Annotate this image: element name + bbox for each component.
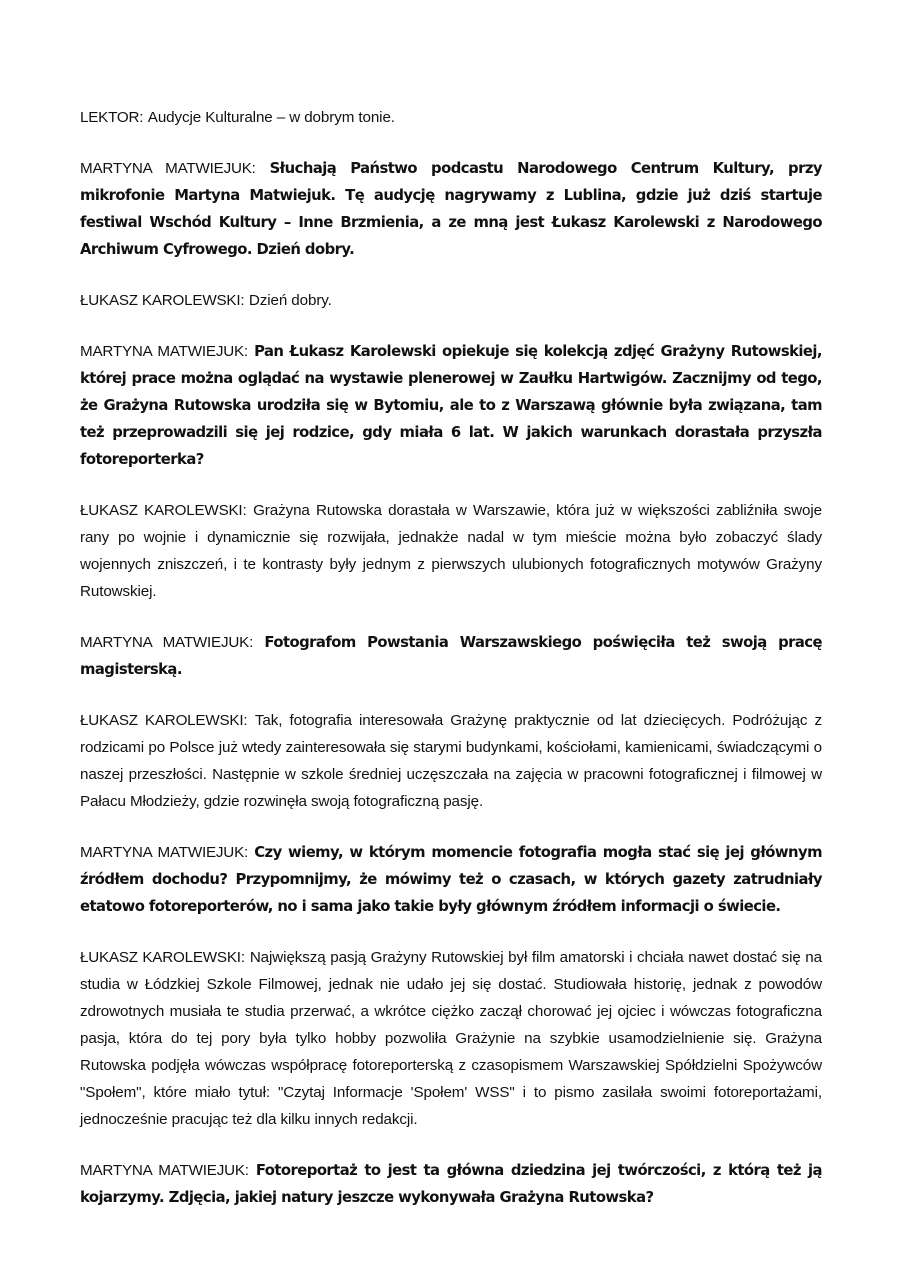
- speaker-label: ŁUKASZ KAROLEWSKI:: [80, 712, 248, 729]
- speech-text: Fotoreportaż to jest ta główna dziedzina jej twórczości, z którą też ją kojarzymy. Zdjęcia, jakiej natury jeszcze wykonywała Grażyna Rutowska?: [80, 1162, 822, 1206]
- speech-text: Największą pasją Grażyny Rutowskiej był film amatorski i chciała nawet dostać się na studia w Łódzkiej Szkole Filmowej, jednak nie udało jej się dostać. Studiowała historię, jednak z powodów zdrowotnych musiała te studia przerwać, a wkrótce ciężko zaczął chorować jej ojciec i wówczas fotograficzna pasja, która do tej pory była tylko hobby pozwoliła Grażynie na szybkie usamodzielnienie się. Grażyna Rutowska podjęła wówczas współpracę fotoreporterską z czasopismem Warszawskiej Spółdzielni Spożywców "Społem", które miało tytuł: "Czytaj Informacje 'Społem' WSS" i to pismo zasilała swoimi fotoreportażami, jednocześnie pracując też dla kilku innych redakcji.: [80, 949, 823, 1128]
- speaker-label: ŁUKASZ KAROLEWSKI:: [80, 502, 247, 519]
- speaker-label: ŁUKASZ KAROLEWSKI:: [80, 949, 245, 966]
- speech-text: Grażyna Rutowska dorastała w Warszawie, która już w większości zabliźniła swoje rany po wojnie i dynamicznie się rozwijała, jednakże nadal w tym mieście można było zobaczyć ślady wojennych zniszczeń, i te kontrasty były jednym z pierwszych ulubionych fotograficznych motywów Grażyny Rutowskiej.: [80, 502, 822, 600]
- speaker-label: MARTYNA MATWIEJUK:: [80, 1162, 249, 1179]
- speech-text: Tak, fotografia interesowała Grażynę praktycznie od lat dziecięcych. Podróżując z rodzicami po Polsce już wtedy zainteresowała się starymi budynkami, kościołami, kamienicami, świadczącymi o naszej przeszłości. Następnie w szkole średniej uczęszczała na zajęcia w pracowni fotograficznej i filmowej w Pałacu Młodzieży, gdzie rozwinęła swoją fotograficzną pasję.: [80, 712, 822, 810]
- transcript-paragraph-host: [80, 629, 822, 683]
- transcript-paragraph-guest: [80, 944, 822, 1133]
- speaker-label: MARTYNA MATWIEJUK:: [80, 343, 248, 360]
- speaker-label: LEKTOR:: [80, 109, 144, 126]
- transcript-paragraph-host: [80, 1157, 822, 1211]
- transcript-paragraph-guest: [80, 497, 822, 605]
- speech-text: Audycje Kulturalne – w dobrym tonie.: [147, 109, 395, 126]
- transcript-paragraph-guest: [80, 707, 822, 815]
- transcript-paragraph-lektor: [80, 104, 822, 131]
- speech-text: Słuchają Państwo podcastu Narodowego Centrum Kultury, przy mikrofonie Martyna Matwiejuk. Tę audycję nagrywamy z Lublina, gdzie już dziś startuje festiwal Wschód Kultury – Inne Brzmienia, a ze mną jest Łukasz Karolewski z Narodowego Archiwum Cyfrowego. Dzień dobry.: [80, 160, 822, 258]
- speech-text: Dzień dobry.: [248, 292, 332, 309]
- transcript-paragraph-guest: [80, 287, 822, 314]
- transcript-paragraph-host: [80, 155, 822, 263]
- transcript-paragraph-host: [80, 839, 822, 920]
- speech-text: Czy wiemy, w którym momencie fotografia mogła stać się jej głównym źródłem dochodu? Przypomnijmy, że mówimy też o czasach, w których gazety zatrudniały etatowo fotoreporterów, no i sama jako takie były głównym źródłem informacji o świecie.: [80, 844, 822, 915]
- speaker-label: ŁUKASZ KAROLEWSKI:: [80, 292, 245, 309]
- transcript-page: [80, 104, 822, 1235]
- transcript-paragraph-host: [80, 338, 822, 473]
- speaker-label: MARTYNA MATWIEJUK:: [80, 844, 249, 861]
- speech-text: Fotografom Powstania Warszawskiego poświęciła też swoją pracę magisterską.: [80, 634, 823, 678]
- speech-text: Pan Łukasz Karolewski opiekuje się kolekcją zdjęć Grażyny Rutowskiej, której prace można oglądać na wystawie plenerowej w Zaułku Hartwigów. Zacznijmy od tego, że Grażyna Rutowska urodziła się w Bytomiu, ale to z Warszawą głównie była związana, tam też przeprowadzili się jej rodzice, gdy miała 6 lat. W jakich warunkach dorastała przyszła fotoreporterka?: [80, 343, 822, 468]
- speaker-label: MARTYNA MATWIEJUK:: [80, 160, 256, 177]
- speaker-label: MARTYNA MATWIEJUK:: [80, 634, 254, 651]
